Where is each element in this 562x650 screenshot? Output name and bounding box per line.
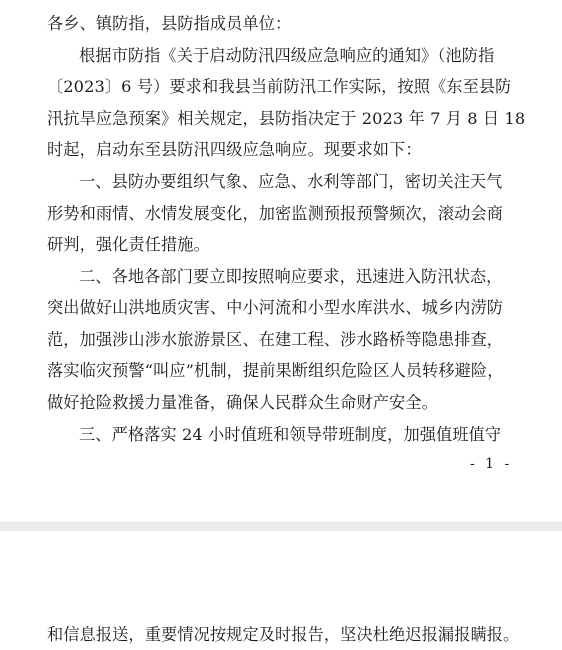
paragraph-line: 〔2023〕6 号）要求和我县当前防汛工作实际，按照《东至县防 bbox=[47, 77, 512, 96]
paragraph-line: 二、各地各部门要立即按照响应要求，迅速进入防汛状态， bbox=[79, 267, 503, 286]
paragraph-line: 做好抢险救援力量准备，确保人民群众生命财产安全。 bbox=[47, 393, 438, 412]
paragraph-line: 汛抗旱应急预案》相关规定，县防指决定于 2023 年 7 月 8 日 18 bbox=[47, 109, 526, 128]
paragraph-line: 突出做好山洪地质灾害、中小河流和小型水库洪水、城乡内涝防 bbox=[47, 298, 504, 317]
paragraph-line: 形势和雨情、水情发展变化，加密监测预报预警频次，滚动会商 bbox=[47, 204, 504, 223]
paragraph-line: 根据市防指《关于启动防汛四级应急响应的通知》（池防指 bbox=[79, 46, 495, 65]
paragraph-line: 一、县防办要组织气象、应急、水利等部门，密切关注天气 bbox=[79, 172, 503, 191]
page-number: - 1 - bbox=[470, 456, 513, 472]
paragraph-line: 范，加强涉山涉水旅游景区、在建工程、涉水路桥等隐患排查， bbox=[47, 330, 504, 349]
paragraph-line: 研判，强化责任措施。 bbox=[47, 235, 210, 254]
paragraph-line: 和信息报送，重要情况按规定及时报告，坚决杜绝迟报漏报瞒报。 bbox=[47, 625, 520, 644]
salutation-line: 各乡、镇防指，县防指成员单位： bbox=[47, 14, 292, 33]
paragraph-line: 三、严格落实 24 小时值班和领导带班制度，加强值班值守 bbox=[79, 425, 502, 444]
document-page-2 bbox=[0, 531, 562, 650]
paragraph-line: 时起，启动东至县防汛四级应急响应。现要求如下： bbox=[47, 140, 422, 159]
paragraph-line: 落实临灾预警“叫应”机制，提前果断组织危险区人员转移避险， bbox=[47, 361, 504, 380]
